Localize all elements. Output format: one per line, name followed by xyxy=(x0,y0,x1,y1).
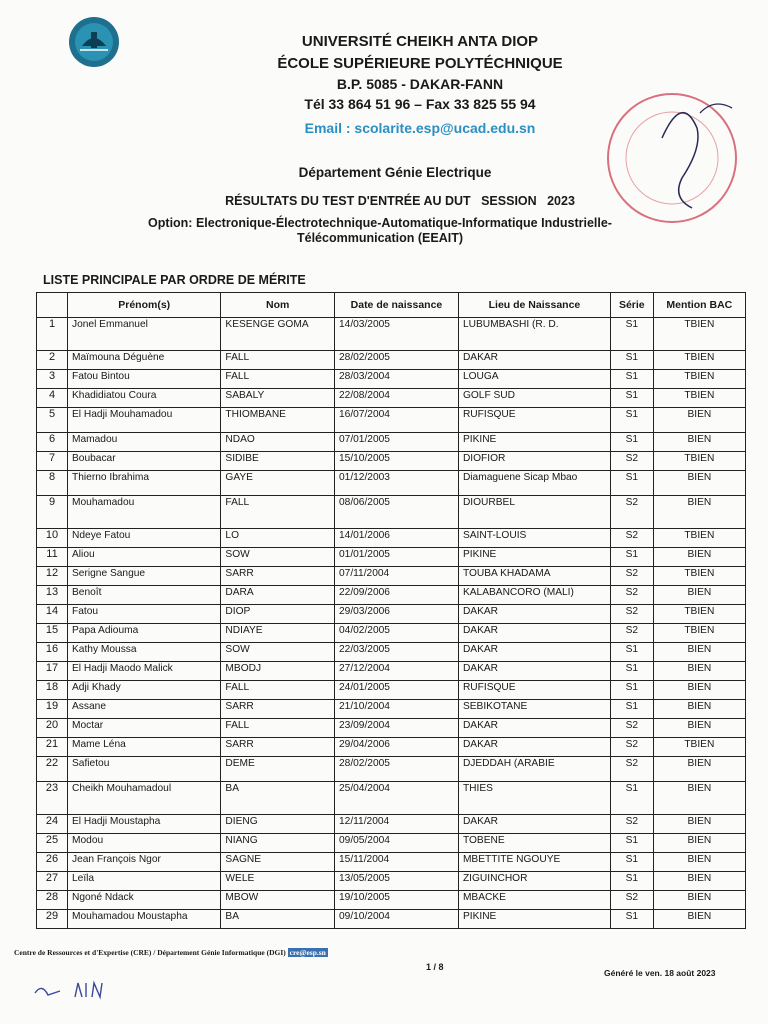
cell-first-name: El Hadji Moustapha xyxy=(68,815,221,834)
column-header-birth-date: Date de naissance xyxy=(334,293,458,318)
table-row xyxy=(37,815,746,834)
table-row xyxy=(37,548,746,567)
cell-series: S1 xyxy=(610,389,653,408)
cell-mention: TBIEN xyxy=(653,738,745,757)
column-header-rank xyxy=(37,293,68,318)
cell-birth-place: DIOFIOR xyxy=(458,452,610,471)
cell-birth-place: DJEDDAH (ARABIE xyxy=(458,757,610,782)
column-header-series: Série xyxy=(610,293,653,318)
cell-last-name: LO xyxy=(221,529,335,548)
cell-series: S2 xyxy=(610,719,653,738)
cell-birth-place: DAKAR xyxy=(458,738,610,757)
table-row xyxy=(37,567,746,586)
cell-mention: TBIEN xyxy=(653,318,745,351)
cell-birth-place: MBACKE xyxy=(458,891,610,910)
cell-rank: 8 xyxy=(37,471,68,496)
cell-first-name: Fatou xyxy=(68,605,221,624)
column-header-last-name: Nom xyxy=(221,293,335,318)
cell-series: S1 xyxy=(610,408,653,433)
cell-last-name: BA xyxy=(221,782,335,815)
table-row xyxy=(37,738,746,757)
cell-series: S2 xyxy=(610,891,653,910)
cell-rank: 13 xyxy=(37,586,68,605)
table-row xyxy=(37,496,746,529)
cell-series: S2 xyxy=(610,624,653,643)
table-row xyxy=(37,681,746,700)
cell-last-name: NIANG xyxy=(221,834,335,853)
cell-first-name: Serigne Sangue xyxy=(68,567,221,586)
cell-birth-date: 28/03/2004 xyxy=(334,370,458,389)
cell-mention: BIEN xyxy=(653,643,745,662)
cell-series: S1 xyxy=(610,433,653,452)
cell-first-name: El Hadji Maodo Malick xyxy=(68,662,221,681)
cell-first-name: Ndeye Fatou xyxy=(68,529,221,548)
cell-birth-date: 09/10/2004 xyxy=(334,910,458,929)
cell-rank: 14 xyxy=(37,605,68,624)
cell-birth-place: ZIGUINCHOR xyxy=(458,872,610,891)
cell-birth-date: 27/12/2004 xyxy=(334,662,458,681)
cell-series: S2 xyxy=(610,452,653,471)
cell-rank: 18 xyxy=(37,681,68,700)
footer-centre xyxy=(14,948,328,957)
cell-first-name: Aliou xyxy=(68,548,221,567)
table-row xyxy=(37,529,746,548)
cell-rank: 22 xyxy=(37,757,68,782)
cell-rank: 7 xyxy=(37,452,68,471)
table-row xyxy=(37,782,746,815)
cell-first-name: Mame Léna xyxy=(68,738,221,757)
cell-first-name: Benoît xyxy=(68,586,221,605)
cell-birth-place: TOBENE xyxy=(458,834,610,853)
cell-first-name: Modou xyxy=(68,834,221,853)
cell-birth-date: 28/02/2005 xyxy=(334,351,458,370)
cell-birth-place: LUBUMBASHI (R. D. xyxy=(458,318,610,351)
cell-series: S1 xyxy=(610,910,653,929)
cell-mention: TBIEN xyxy=(653,529,745,548)
cell-birth-place: DAKAR xyxy=(458,662,610,681)
cell-first-name: Thierno Ibrahima xyxy=(68,471,221,496)
table-row xyxy=(37,408,746,433)
table-row xyxy=(37,586,746,605)
table-row xyxy=(37,433,746,452)
cell-rank: 3 xyxy=(37,370,68,389)
cell-last-name: MBODJ xyxy=(221,662,335,681)
cell-mention: TBIEN xyxy=(653,389,745,408)
phone-fax: Tél 33 864 51 96 – Fax 33 825 55 94 xyxy=(304,96,536,112)
cell-mention: TBIEN xyxy=(653,452,745,471)
cell-series: S1 xyxy=(610,782,653,815)
cell-birth-date: 28/02/2005 xyxy=(334,757,458,782)
cell-rank: 17 xyxy=(37,662,68,681)
cell-birth-place: GOLF SUD xyxy=(458,389,610,408)
cell-first-name: Boubacar xyxy=(68,452,221,471)
school-name: ÉCOLE SUPÉRIEURE POLYTÉCHNIQUE xyxy=(277,55,563,72)
cell-last-name: SARR xyxy=(221,738,335,757)
cell-series: S2 xyxy=(610,757,653,782)
cell-series: S2 xyxy=(610,586,653,605)
page-number: 1 / 8 xyxy=(426,962,444,972)
cell-last-name: THIOMBANE xyxy=(221,408,335,433)
table-row xyxy=(37,757,746,782)
table-row xyxy=(37,891,746,910)
cell-birth-place: SEBIKOTANE xyxy=(458,700,610,719)
table-row xyxy=(37,853,746,872)
cell-last-name: NDIAYE xyxy=(221,624,335,643)
cell-last-name: SIDIBE xyxy=(221,452,335,471)
cell-rank: 24 xyxy=(37,815,68,834)
cell-birth-place: DAKAR xyxy=(458,624,610,643)
table-row xyxy=(37,318,746,351)
cell-series: S1 xyxy=(610,318,653,351)
cell-last-name: FALL xyxy=(221,351,335,370)
cell-birth-place: DAKAR xyxy=(458,719,610,738)
cell-first-name: Kathy Moussa xyxy=(68,643,221,662)
cell-birth-date: 07/01/2005 xyxy=(334,433,458,452)
cell-birth-place: DAKAR xyxy=(458,351,610,370)
cell-birth-date: 01/01/2005 xyxy=(334,548,458,567)
cell-first-name: El Hadji Mouhamadou xyxy=(68,408,221,433)
cell-series: S2 xyxy=(610,815,653,834)
cell-series: S2 xyxy=(610,529,653,548)
cell-mention: BIEN xyxy=(653,853,745,872)
cell-first-name: Cheikh Mouhamadoul xyxy=(68,782,221,815)
cell-series: S1 xyxy=(610,872,653,891)
cell-mention: BIEN xyxy=(653,662,745,681)
cell-last-name: FALL xyxy=(221,681,335,700)
column-header-birth-place: Lieu de Naissance xyxy=(458,293,610,318)
cell-rank: 11 xyxy=(37,548,68,567)
cell-birth-place: SAINT-LOUIS xyxy=(458,529,610,548)
table-row xyxy=(37,662,746,681)
cell-birth-date: 15/10/2005 xyxy=(334,452,458,471)
cell-birth-date: 14/03/2005 xyxy=(334,318,458,351)
cell-mention: BIEN xyxy=(653,471,745,496)
cell-birth-place: PIKINE xyxy=(458,548,610,567)
cell-mention: TBIEN xyxy=(653,370,745,389)
cell-birth-date: 04/02/2005 xyxy=(334,624,458,643)
cell-rank: 6 xyxy=(37,433,68,452)
department-name: Département Génie Electrique xyxy=(298,165,492,180)
cell-mention: BIEN xyxy=(653,700,745,719)
cell-birth-date: 29/04/2006 xyxy=(334,738,458,757)
cell-rank: 9 xyxy=(37,496,68,529)
cell-series: S1 xyxy=(610,834,653,853)
cell-first-name: Leïla xyxy=(68,872,221,891)
table-row xyxy=(37,624,746,643)
cell-birth-date: 22/03/2005 xyxy=(334,643,458,662)
table-row xyxy=(37,351,746,370)
cell-last-name: DIOP xyxy=(221,605,335,624)
column-header-mention: Mention BAC xyxy=(653,293,745,318)
cell-birth-place: RUFISQUE xyxy=(458,408,610,433)
university-logo xyxy=(68,16,120,68)
cell-rank: 15 xyxy=(37,624,68,643)
initials-signature xyxy=(30,975,130,1005)
cell-birth-date: 14/01/2006 xyxy=(334,529,458,548)
cell-birth-place: PIKINE xyxy=(458,433,610,452)
postal-address: B.P. 5085 - DAKAR-FANN xyxy=(336,76,504,92)
cell-first-name: Ngoné Ndack xyxy=(68,891,221,910)
cell-last-name: WELE xyxy=(221,872,335,891)
cell-first-name: Mouhamadou Moustapha xyxy=(68,910,221,929)
cell-series: S2 xyxy=(610,496,653,529)
cell-last-name: KESENGE GOMA xyxy=(221,318,335,351)
cell-rank: 26 xyxy=(37,853,68,872)
cell-last-name: MBOW xyxy=(221,891,335,910)
cell-birth-date: 23/09/2004 xyxy=(334,719,458,738)
cell-first-name: Assane xyxy=(68,700,221,719)
cell-last-name: NDAO xyxy=(221,433,335,452)
cell-last-name: SARR xyxy=(221,567,335,586)
table-row xyxy=(37,389,746,408)
cell-birth-date: 21/10/2004 xyxy=(334,700,458,719)
cell-mention: BIEN xyxy=(653,408,745,433)
cell-birth-date: 19/10/2005 xyxy=(334,891,458,910)
cell-last-name: DIENG xyxy=(221,815,335,834)
cell-birth-date: 09/05/2004 xyxy=(334,834,458,853)
cell-mention: BIEN xyxy=(653,910,745,929)
results-table xyxy=(36,292,746,929)
cell-first-name: Papa Adiouma xyxy=(68,624,221,643)
list-title: LISTE PRINCIPALE PAR ORDRE DE MÉRITE xyxy=(43,273,306,287)
cell-series: S1 xyxy=(610,351,653,370)
cell-birth-place: TOUBA KHADAMA xyxy=(458,567,610,586)
cell-rank: 2 xyxy=(37,351,68,370)
cell-birth-place: DAKAR xyxy=(458,815,610,834)
cell-series: S2 xyxy=(610,738,653,757)
cell-series: S1 xyxy=(610,643,653,662)
cell-last-name: SOW xyxy=(221,548,335,567)
university-name: UNIVERSITÉ CHEIKH ANTA DIOP xyxy=(301,33,539,50)
cell-mention: BIEN xyxy=(653,681,745,700)
cell-mention: BIEN xyxy=(653,433,745,452)
cell-mention: BIEN xyxy=(653,586,745,605)
cell-mention: BIEN xyxy=(653,548,745,567)
cell-first-name: Fatou Bintou xyxy=(68,370,221,389)
contact-email[interactable]: Email : scolarite.esp@ucad.edu.sn xyxy=(304,120,536,136)
cell-birth-date: 16/07/2004 xyxy=(334,408,458,433)
cell-last-name: DEME xyxy=(221,757,335,782)
cell-birth-date: 15/11/2004 xyxy=(334,853,458,872)
table-row xyxy=(37,910,746,929)
cell-last-name: FALL xyxy=(221,496,335,529)
cell-last-name: SARR xyxy=(221,700,335,719)
cell-rank: 28 xyxy=(37,891,68,910)
cell-rank: 1 xyxy=(37,318,68,351)
cell-series: S1 xyxy=(610,853,653,872)
cell-first-name: Safietou xyxy=(68,757,221,782)
cell-mention: BIEN xyxy=(653,891,745,910)
cell-rank: 25 xyxy=(37,834,68,853)
cell-birth-date: 08/06/2005 xyxy=(334,496,458,529)
cell-mention: BIEN xyxy=(653,719,745,738)
cell-last-name: FALL xyxy=(221,719,335,738)
table-row xyxy=(37,605,746,624)
cell-rank: 12 xyxy=(37,567,68,586)
cell-rank: 10 xyxy=(37,529,68,548)
table-row xyxy=(37,471,746,496)
cell-rank: 29 xyxy=(37,910,68,929)
cell-first-name: Moctar xyxy=(68,719,221,738)
cell-rank: 20 xyxy=(37,719,68,738)
cell-first-name: Khadidiatou Coura xyxy=(68,389,221,408)
cell-birth-place: Diamaguene Sicap Mbao xyxy=(458,471,610,496)
cell-mention: BIEN xyxy=(653,815,745,834)
footer-email[interactable]: cre@esp.sn xyxy=(289,948,326,957)
cell-first-name: Jean François Ngor xyxy=(68,853,221,872)
cell-series: S1 xyxy=(610,370,653,389)
cell-birth-date: 25/04/2004 xyxy=(334,782,458,815)
cell-first-name: Mamadou xyxy=(68,433,221,452)
cell-mention: TBIEN xyxy=(653,567,745,586)
cell-birth-place: RUFISQUE xyxy=(458,681,610,700)
cell-series: S2 xyxy=(610,567,653,586)
table-row xyxy=(37,834,746,853)
cell-series: S1 xyxy=(610,700,653,719)
footer-centre-text: Centre de Ressources et d'Expertise (CRE) / Département Génie Informatique (DGI) xyxy=(14,948,286,957)
cell-mention: TBIEN xyxy=(653,605,745,624)
cell-rank: 19 xyxy=(37,700,68,719)
cell-rank: 4 xyxy=(37,389,68,408)
cell-last-name: FALL xyxy=(221,370,335,389)
cell-rank: 5 xyxy=(37,408,68,433)
cell-first-name: Adji Khady xyxy=(68,681,221,700)
results-title: RÉSULTATS DU TEST D'ENTRÉE AU DUT SESSION 2023 xyxy=(225,194,575,208)
cell-birth-place: DAKAR xyxy=(458,605,610,624)
cell-birth-place: MBETTITE NGOUYE xyxy=(458,853,610,872)
cell-birth-date: 29/03/2006 xyxy=(334,605,458,624)
table-row xyxy=(37,872,746,891)
cell-birth-date: 22/08/2004 xyxy=(334,389,458,408)
cell-birth-date: 12/11/2004 xyxy=(334,815,458,834)
cell-first-name: Mouhamadou xyxy=(68,496,221,529)
generated-date: Généré le ven. 18 août 2023 xyxy=(604,968,716,978)
cell-birth-place: THIES xyxy=(458,782,610,815)
cell-last-name: SAGNE xyxy=(221,853,335,872)
cell-last-name: GAYE xyxy=(221,471,335,496)
cell-birth-date: 01/12/2003 xyxy=(334,471,458,496)
cell-birth-date: 22/09/2006 xyxy=(334,586,458,605)
cell-rank: 21 xyxy=(37,738,68,757)
table-row xyxy=(37,370,746,389)
cell-mention: BIEN xyxy=(653,782,745,815)
cell-mention: BIEN xyxy=(653,834,745,853)
cell-rank: 16 xyxy=(37,643,68,662)
cell-birth-date: 24/01/2005 xyxy=(334,681,458,700)
table-header-row xyxy=(37,293,746,318)
cell-series: S1 xyxy=(610,662,653,681)
cell-last-name: BA xyxy=(221,910,335,929)
cell-rank: 23 xyxy=(37,782,68,815)
cell-birth-place: KALABANCORO (MALI) xyxy=(458,586,610,605)
cell-mention: BIEN xyxy=(653,872,745,891)
cell-birth-date: 13/05/2005 xyxy=(334,872,458,891)
column-header-first-name: Prénom(s) xyxy=(68,293,221,318)
option-title: Option: Electronique-Électrotechnique-Automatique-Informatique Industrielle-Télécommunication (EEAIT) xyxy=(148,216,612,245)
cell-birth-place: PIKINE xyxy=(458,910,610,929)
cell-birth-place: LOUGA xyxy=(458,370,610,389)
table-row xyxy=(37,643,746,662)
table-row xyxy=(37,719,746,738)
cell-mention: TBIEN xyxy=(653,351,745,370)
cell-first-name: Jonel Emmanuel xyxy=(68,318,221,351)
cell-birth-date: 07/11/2004 xyxy=(334,567,458,586)
cell-series: S1 xyxy=(610,548,653,567)
cell-last-name: SOW xyxy=(221,643,335,662)
cell-mention: TBIEN xyxy=(653,624,745,643)
cell-birth-place: DIOURBEL xyxy=(458,496,610,529)
table-row xyxy=(37,452,746,471)
table-row xyxy=(37,700,746,719)
cell-first-name: Maïmouna Déguène xyxy=(68,351,221,370)
cell-series: S2 xyxy=(610,605,653,624)
cell-series: S1 xyxy=(610,471,653,496)
cell-mention: BIEN xyxy=(653,496,745,529)
cell-mention: BIEN xyxy=(653,757,745,782)
cell-birth-place: DAKAR xyxy=(458,643,610,662)
cell-last-name: SABALY xyxy=(221,389,335,408)
cell-rank: 27 xyxy=(37,872,68,891)
cell-series: S1 xyxy=(610,681,653,700)
cell-last-name: DARA xyxy=(221,586,335,605)
